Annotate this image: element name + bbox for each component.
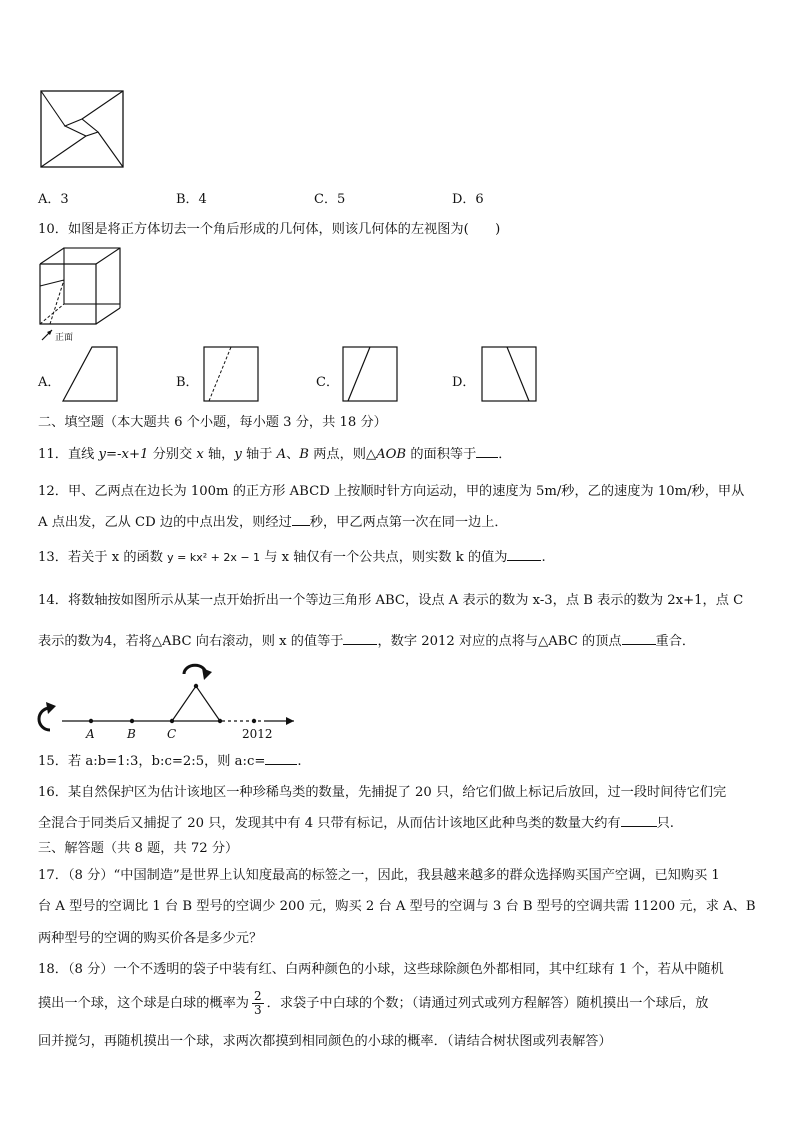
- q9-option-a: A．3: [38, 192, 69, 207]
- q14-line2-pre: 表示的数为4，若将△ABC 向右滚动，则 x 的值等于: [38, 634, 344, 649]
- q11-text-mid1: 分别交: [148, 447, 197, 462]
- question-17-line-3: 两种型号的空调的购买价各是多少元？: [38, 931, 263, 946]
- q18-probability-fraction: [252, 990, 264, 1017]
- q14-answer-blank-1: [343, 632, 377, 645]
- q14-line2-post: 重合．: [655, 634, 696, 649]
- question-18-line-3: 回并搅匀，再随机摸出一个球，求两次都摸到相同颜色的小球的概率．（请结合树状图或列表解答）: [38, 1034, 612, 1049]
- q11-sep: 、: [286, 447, 300, 462]
- q11-answer-blank: [476, 445, 498, 458]
- q10-option-c: C．: [316, 375, 339, 390]
- q9-option-d: D．6: [452, 192, 484, 207]
- question-12-line-2: [38, 511, 508, 530]
- question-12-line-1: 12．甲、乙两点在边长为 100m 的正方形 ABCD 上按顺时针方向运动，甲的速度为 5m/秒，乙的速度为 10m/秒，甲从: [38, 484, 745, 499]
- q16-line2-post: 只.: [656, 816, 675, 831]
- q11-formula: y=-x+1: [98, 447, 149, 462]
- q16-line2-pre: 全混合于同类后又捕捉了 20 只，发现其中有 4 只带有标记，从而估计该地区此种鸟类的数量大约有: [38, 816, 621, 831]
- q11-text-mid2: 轴，: [203, 447, 235, 462]
- q12-line2-pre: A 点出发，乙从 CD 边的中点出发，则经过: [38, 515, 292, 530]
- q18-fraction-numerator: 2: [254, 989, 262, 1003]
- question-17-line-1: 17．（8 分）“中国制造”是世界上认知度最高的标签之一，因此，我县越来越多的群众选择购买国产空调，已知购买 1: [38, 868, 720, 883]
- q11-x-var: x: [196, 447, 204, 462]
- question-18-line-2: [38, 990, 708, 1017]
- question-16-line-1: 16．某自然保护区为估计该地区一种珍稀鸟类的数量，先捕捉了 20 只，给它们做上标记后放回，过一段时间待它们完: [38, 785, 727, 800]
- q10-front-label: 正面: [55, 333, 74, 343]
- question-14-line-1: 14．将数轴按如图所示从某一点开始折出一个等边三角形 ABC，设点 A 表示的数为 x-3，点 B 表示的数为 2x+1，点 C: [38, 593, 744, 608]
- q11-y-var: y: [234, 447, 242, 462]
- question-15: [38, 750, 302, 769]
- q11-text-pre: 11．直线: [38, 447, 99, 462]
- q10-option-a-figure: [62, 346, 118, 402]
- q9-option-b: B．4: [176, 192, 207, 207]
- q11-point-a: A: [276, 447, 287, 462]
- q12-answer-blank: [292, 513, 310, 526]
- q18-line2-pre: 摸出一个球，这个球是白球的概率为: [38, 996, 249, 1011]
- question-14-line-2: [38, 630, 695, 649]
- q15-text-pre: 15．若 a:b=1:3，b:c=2:5，则 a:c=: [38, 754, 266, 769]
- question-10-stem: 10．如图是将正方体切去一个角后形成的几何体，则该几何体的左视图为( ): [38, 222, 501, 237]
- q14-axis-label-2012: 2012: [242, 727, 273, 741]
- q9-option-c: C．5: [314, 192, 346, 207]
- q14-line2-mid: ，数字 2012 对应的点将与△ABC 的顶点: [377, 634, 622, 649]
- q13-formula: y = kx² + 2x − 1: [167, 551, 261, 564]
- question-11: 11．直线 y=-x+1 分别交 x 轴，y 轴于 A、B 两点，则△AOB 的面积等于 ．: [38, 447, 512, 462]
- q18-line2-post: ．求袋子中白球的个数；（请通过列式或列方程解答）随机摸出一个球后，放: [266, 996, 709, 1011]
- q18-fraction-denominator: 3: [254, 1003, 262, 1017]
- q13-answer-blank: [507, 548, 541, 561]
- q15-text-post: .: [297, 754, 302, 769]
- q9-square-pinwheel-figure: [40, 90, 124, 168]
- q11-text-post: 的面积等于: [406, 447, 477, 462]
- q14-axis-label-c: C: [167, 727, 177, 741]
- q12-line2-post: 秒，甲乙两点第一次在同一边上．: [309, 515, 508, 530]
- question-18-line-1: 18．（8 分）一个不透明的袋子中装有红、白两种颜色的小球，这些球除颜色外都相同，其中红球有 1 个，若从中随机: [38, 962, 724, 977]
- q11-text-mid4: 两点，则△: [309, 447, 377, 462]
- section-3-title: 三、解答题（共 8 题，共 72 分）: [38, 841, 239, 856]
- q13-text-pre: 13．若关于 x 的函数: [38, 550, 168, 565]
- q10-option-b: B．: [176, 375, 199, 390]
- question-17-line-2: 台 A 型号的空调比 1 台 B 型号的空调少 200 元，购买 2 台 A 型号的空调与 3 台 B 型号的空调共需 11200 元，求 A、B: [38, 899, 756, 914]
- q11-point-b: B: [299, 447, 309, 462]
- q11-text-mid3: 轴于: [241, 447, 277, 462]
- q10-option-d-figure: [481, 346, 537, 402]
- q10-cut-cube-figure: [38, 244, 128, 344]
- q10-option-c-figure: [342, 346, 398, 402]
- q14-axis-label-b: B: [127, 727, 136, 741]
- q16-answer-blank: [621, 814, 657, 827]
- section-2-title: 二、填空题（本大题共 6 个小题，每小题 3 分，共 18 分）: [38, 415, 387, 430]
- q10-option-a: A．: [38, 375, 61, 390]
- q10-option-d: D．: [452, 375, 476, 390]
- q14-axis-label-a: A: [86, 727, 95, 741]
- q11-triangle-name: AOB: [376, 447, 407, 462]
- q15-answer-blank: [265, 752, 297, 765]
- question-16-line-2: [38, 812, 674, 831]
- q10-option-b-figure: [203, 346, 259, 402]
- q14-answer-blank-2: [622, 632, 656, 645]
- q13-text-mid: 与 x 轴仅有一个公共点，则实数 k 的值为: [260, 550, 508, 565]
- q13-text-post: .: [541, 550, 546, 565]
- question-13: [38, 546, 546, 565]
